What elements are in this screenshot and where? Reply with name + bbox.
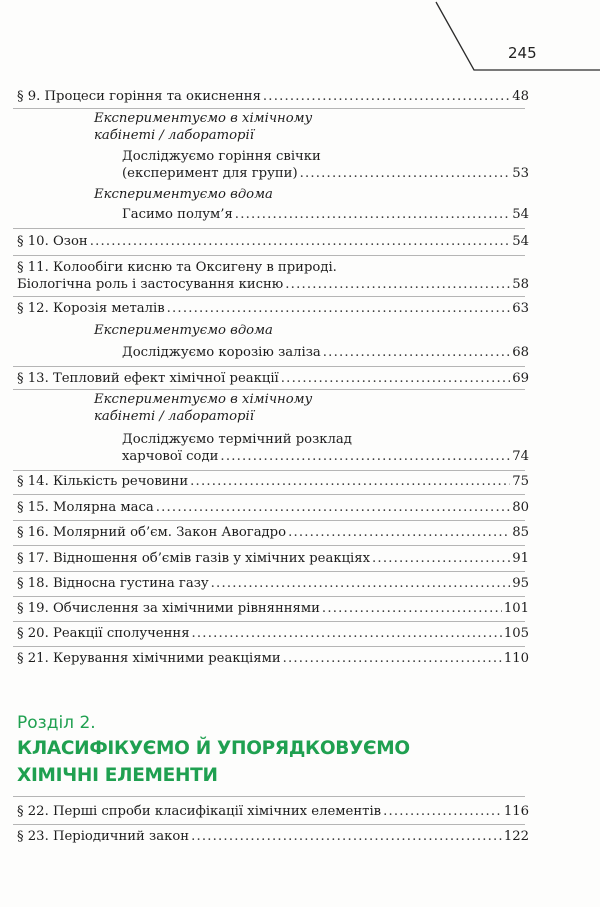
toc-entry-title: Досліджуємо корозію заліза	[122, 345, 321, 360]
divider	[13, 621, 525, 622]
toc-entry-page: 91	[512, 551, 529, 566]
dot-leader	[211, 575, 511, 592]
page-number: 245	[508, 44, 537, 62]
divider	[13, 824, 525, 825]
dot-leader	[191, 828, 502, 845]
toc-entry-title: (експеримент для групи)	[122, 166, 298, 181]
dot-leader	[190, 473, 510, 490]
dot-leader	[235, 206, 510, 223]
toc-entry-p11[interactable]	[17, 276, 529, 293]
dot-leader	[167, 300, 511, 317]
subsection-label: кабінеті / лабораторії	[94, 409, 254, 424]
toc-entry-candle[interactable]	[122, 165, 529, 182]
section-title-line2: ХІМІЧНІ ЕЛЕМЕНТИ	[17, 765, 218, 786]
toc-entry-page: 116	[503, 804, 529, 819]
toc-entry-p9[interactable]	[17, 88, 529, 105]
toc-entry-page: 54	[512, 207, 529, 222]
toc-entry-page: 69	[512, 371, 529, 386]
toc-entry-p23[interactable]	[17, 828, 529, 845]
toc-entry-page: 58	[512, 277, 529, 292]
dot-leader	[263, 88, 510, 105]
toc-entry-p20[interactable]	[17, 625, 529, 642]
toc-entry-p21[interactable]	[17, 650, 529, 667]
toc-entry-title: харчової соди	[122, 449, 219, 464]
toc-entry-candle-line1: Досліджуємо горіння свічки	[122, 149, 321, 164]
toc-entry-p10[interactable]	[17, 233, 529, 250]
toc-entry-p13[interactable]	[17, 370, 529, 387]
dot-leader	[288, 524, 510, 541]
subsection-label: Експериментуємо вдома	[94, 187, 273, 202]
toc-entry-page: 63	[512, 301, 529, 316]
toc-entry-p17[interactable]	[17, 550, 529, 567]
toc-entry-title: § 21. Керування хімічними реакціями	[17, 651, 281, 666]
toc-entry-page: 122	[503, 829, 529, 844]
divider	[13, 108, 525, 109]
toc-entry-page: 95	[512, 576, 529, 591]
toc-entry-title: § 13. Тепловий ефект хімічної реакції	[17, 371, 279, 386]
dot-leader	[300, 165, 511, 182]
toc-entry-p12[interactable]	[17, 300, 529, 317]
subsection-label: Експериментуємо в хімічному	[94, 392, 313, 407]
divider	[13, 596, 525, 597]
toc-entry-title: § 9. Процеси горіння та окиснення	[17, 89, 261, 104]
divider	[13, 494, 525, 495]
toc-entry-title: § 17. Відношення об’ємів газів у хімічних реакціях	[17, 551, 371, 566]
subsection-label: кабінеті / лабораторії	[94, 128, 254, 143]
dot-leader	[322, 600, 502, 617]
toc-entry-p14[interactable]	[17, 473, 529, 490]
toc-entry-page: 101	[503, 601, 529, 616]
toc-entry-page: 85	[512, 525, 529, 540]
toc-entry-page: 74	[512, 449, 529, 464]
toc-entry-page: 105	[503, 626, 529, 641]
divider	[13, 389, 525, 390]
toc-entry-title: § 22. Перші спроби класифікації хімічних елементів	[17, 804, 382, 819]
dot-leader	[323, 344, 510, 361]
divider	[13, 228, 525, 229]
toc-entry-title: § 15. Молярна маса	[17, 500, 154, 515]
dot-leader	[281, 370, 510, 387]
toc-entry-title: § 19. Обчислення за хімічними рівняннями	[17, 601, 320, 616]
section-label: Розділ 2.	[17, 713, 96, 733]
divider	[13, 545, 525, 546]
divider	[13, 255, 525, 256]
toc-entry-title: § 23. Періодичний закон	[17, 829, 190, 844]
toc-entry-title: § 20. Реакції сполучення	[17, 626, 190, 641]
toc-entry-title: § 10. Озон	[17, 234, 88, 249]
divider	[13, 796, 525, 797]
toc-entry-p11-line1: § 11. Колообіги кисню та Оксигену в природі.	[17, 260, 337, 275]
subsection-label: Експериментуємо вдома	[94, 323, 273, 338]
divider	[13, 470, 525, 471]
divider	[13, 366, 525, 367]
toc-entry-soda-line1: Досліджуємо термічний розклад	[122, 432, 352, 447]
toc-entry-title: § 14. Кількість речовини	[17, 474, 189, 489]
toc-entry-page: 48	[512, 89, 529, 104]
toc-entry-title: Гасимо полум’я	[122, 207, 233, 222]
dot-leader	[90, 233, 511, 250]
dot-leader	[285, 276, 510, 293]
dot-leader	[283, 650, 502, 667]
toc-entry-title: Біологічна роль і застосування кисню	[17, 277, 284, 292]
toc-entry-corrosion[interactable]	[122, 344, 529, 361]
toc-entry-p16[interactable]	[17, 524, 529, 541]
dot-leader	[192, 625, 502, 642]
toc-entry-p18[interactable]	[17, 575, 529, 592]
toc-entry-page: 68	[512, 345, 529, 360]
dot-leader	[383, 803, 502, 820]
divider	[13, 571, 525, 572]
toc-entry-page: 110	[503, 651, 529, 666]
toc-entry-soda[interactable]	[122, 448, 529, 465]
toc-entry-page: 53	[512, 166, 529, 181]
divider	[13, 646, 525, 647]
toc-entry-page: 80	[512, 500, 529, 515]
divider	[13, 296, 525, 297]
toc-entry-title: § 12. Корозія металів	[17, 301, 165, 316]
toc-entry-title: § 16. Молярний об’єм. Закон Авогадро	[17, 525, 287, 540]
toc-entry-p15[interactable]	[17, 499, 529, 516]
dot-leader	[372, 550, 510, 567]
toc-entry-p19[interactable]	[17, 600, 529, 617]
toc-entry-page: 75	[512, 474, 529, 489]
dot-leader	[156, 499, 510, 516]
toc-entry-flame[interactable]	[122, 206, 529, 223]
toc-entry-page: 54	[512, 234, 529, 249]
toc-entry-title: § 18. Відносна густина газу	[17, 576, 209, 591]
section-title-line1: КЛАСИФІКУЄМО Й УПОРЯДКОВУЄМО	[17, 738, 410, 759]
toc-entry-p22[interactable]	[17, 803, 529, 820]
divider	[13, 520, 525, 521]
dot-leader	[220, 448, 510, 465]
subsection-label: Експериментуємо в хімічному	[94, 111, 313, 126]
